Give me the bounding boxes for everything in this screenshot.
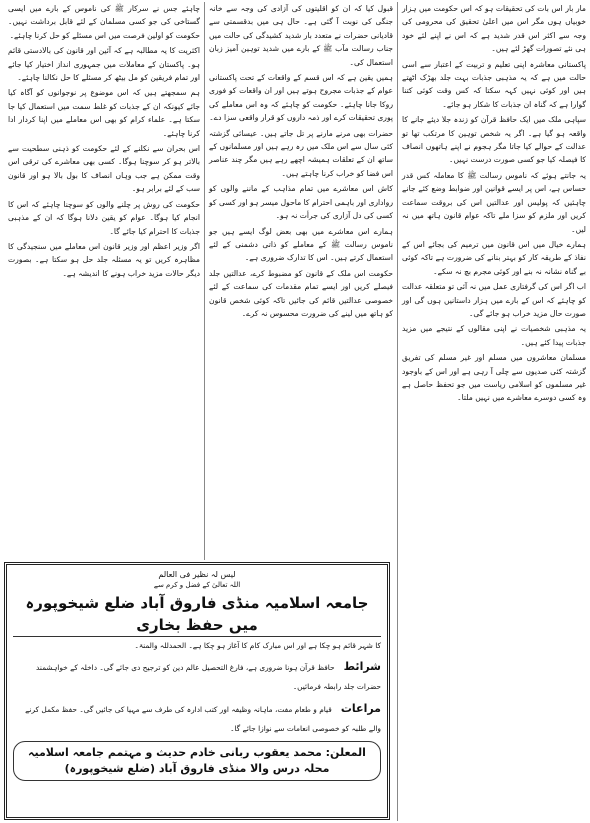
ad-announcer: المعلن: محمد یعقوب ربانی خادم حدیث و مہتمم جامعہ اسلامیہ محلہ درس والا منڈی فاروق آباد (ضلع شیخوپورہ): [13, 741, 381, 781]
paragraph: اب اگر اس کی گرفتاری عمل میں نہ آئی تو متعلقہ عدالت کو چاہئے کہ اس کے بارے میں ہزار داستانیں ہوں گی اور صورت حال مزید خراب ہو جائے گی۔: [402, 282, 586, 318]
paragraph: کاش اس معاشرے میں تمام مذاہب کے ماننے والوں کو رواداری اور باہمی احترام کا ماحول میسر ہو اور کسی کو کسی کی دل آزاری کی جرأت نہ ہو۔: [209, 184, 393, 221]
paragraph: مار بار اس بات کی تحقیقات ہو کہ اس حکومت میں ہزار خوبیاں ہوں مگر اس میں اعلیٰ تحقیق کی محرومی کی وجہ سے اکثر اس قدر شدید ہے کہ اس نے اپنے لئے خود ہی نئے تصورات گھڑ لئے ہیں۔: [402, 4, 586, 54]
paragraph: یہ مذہبی شخصیات نے اپنی مقالوں کے نتیجے میں مزید جذبات پیدا کئے ہیں۔: [402, 324, 586, 347]
paragraph: سپاہی ملک میں ایک حافظ قرآن کو زندہ جلا دیئے جانے کا واقعہ ہو گیا ہے۔ اگر یہ شخص توہین کا مرتکب تھا تو عدالت کے حوالے کیا جاتا مگر ہجوم نے اپنے ہاتھوں انصاف کا فیصلہ کیا جو کسی صورت درست نہیں۔: [402, 115, 586, 165]
paragraph: ہم سمجھتے ہیں کہ اس موضوع پر نوجوانوں کو آگاہ کیا جائے کیونکہ ان کے جذبات کو غلط سمت میں استعمال کیا جا سکتا ہے۔ علماء کرام کو بھی اس معاملے میں اپنا کردار ادا کرنا چاہئے۔: [8, 88, 200, 138]
paragraph: اکثریت کا یہ مطالبہ ہے کہ آئین اور قانون کی بالادستی قائم ہو۔ پاکستان کے معاملات میں جمہوری انداز اختیار کیا جائے اور تمام فریقین کو مل بیٹھ کر مسئلے کا حل نکالنا چاہئے۔: [8, 46, 200, 83]
paragraph: حضرات بھی مرنے مارنے پر تل جاتے ہیں۔ عیسائی گزشتہ کئی سال سے اس ملک میں رہ رہے ہیں اور مسلمانوں کے ساتھ ان کے تعلقات ہمیشہ اچھے رہے ہیں مگر چند عناصر اس فضا کو خراب کرنا چاہتے ہیں۔: [209, 128, 393, 178]
paragraph: یہ جانتے ہوئے کہ ناموس رسالت ﷺ کا معاملہ کس قدر حساس ہے، اس پر ایسے قوانین اور ضوابط وضع کئے جانے چاہئیں کہ پولیس اور عدالتیں اس کی بروقت سماعت کریں اور ملزم کو سزا ملے تاکہ عوام قانون ہاتھ میں نہ لیں۔: [402, 170, 586, 234]
ad-benefits-text: قیام و طعام مفت، ماہانہ وظیفہ اور کتب ادارہ کی طرف سے مہیا کی جائیں گی۔ حفظ مکمل کرنے والے طلبہ کو خصوصی انعامات سے نوازا جائے گا۔: [25, 704, 381, 733]
paragraph: چاہئے جس نے سرکار ﷺ کی ناموس کے بارے میں ایسی گستاخی کی جو کسی مسلمان کے لئے قابل برداشت نہیں۔ حکومت کو اولین فرصت میں اس مسئلے کو حل کرنا چاہئے۔: [8, 4, 200, 40]
paragraph: پاکستانی معاشرہ اپنی تعلیم و تربیت کے اعتبار سے اسی حالت میں ہے کہ یہ مذہبی جذبات بہت جلد بھڑک اٹھتے ہیں اور کوئی نہیں کہہ سکتا کہ کس وقت کوئی کتنا گوارا ہے کہ گناہ ان جذبات کا شکار ہو جائے۔: [402, 59, 586, 109]
paragraph: قبول کیا کہ ان کو اقلیتوں کی آزادی کی وجہ سے خانہ جنگی کی نوبت آ گئی ہے۔ حال ہی میں بدقسمتی سے قادیانی حضرات نے متعدد بار شدید کشیدگی کی حالت میں جناب رسالت مآب ﷺ کے بارے میں شدید توہین آمیز زبان استعمال کی۔: [209, 4, 393, 67]
column-left: [8, 2, 200, 560]
paragraph: اگر وزیر اعظم اور وزیر قانون اس معاملے میں سنجیدگی کا مظاہرہ کریں تو یہ مسئلہ جلد حل ہو سکتا ہے۔ بصورت دیگر حالات مزید خراب ہونے کا اندیشہ ہے۔: [8, 241, 200, 278]
ad-sub-line: اللہ تعالیٰ کے فضل و کرم سے: [153, 581, 241, 589]
ad-benefits: [13, 697, 381, 735]
ad-title: جامعہ اسلامیہ منڈی فاروق آباد ضلع شیخوپورہ میں حفظ بخاری: [13, 592, 381, 637]
ad-top-line: لیس لہ نظیر فی العالم: [158, 570, 236, 579]
paragraph: ہمیں یقین ہے کہ اس قسم کے واقعات کے تحت پاکستانی عوام کے جذبات مجروح ہوتے ہیں اور ان واقعات کو فوری روکا جانا چاہئے۔ حکومت کو چاہئے کہ وہ اس معاملے کی پوری تحقیقات کرے اور ذمہ داروں کو قرار واقعی سزا دے۔: [209, 73, 393, 123]
ad-intro: کا شہر قائم ہو چکا ہے اور اس مبارک کام کا آغاز ہو چکا ہے۔ الحمدللہ والمنۃ۔: [134, 641, 381, 650]
paragraph: حکومت کی روش پر چلنے والوں کو سوچنا چاہئے کہ اس کا انجام کیا ہوگا۔ عوام کو یقین دلانا ہوگا کہ ان کے مذہبی جذبات کا احترام کیا جائے گا۔: [8, 199, 200, 236]
paragraph: مسلمان معاشروں میں مسلم اور غیر مسلم کی تفریق گزشتہ کئی صدیوں سے چلی آ رہی ہے اور اس کے باوجود غیر مسلموں کو اسلامی ریاست میں جو تحفظ حاصل ہے وہ کسی دوسرے معاشرے میں نہیں ملتا۔: [402, 353, 586, 403]
column-right: [397, 2, 586, 821]
paragraph: حکومت اس ملک کے قانون کو مضبوط کرے، عدالتیں جلد فیصلے کریں اور ایسے تمام مقدمات کی سماعت کے لئے خصوصی عدالتیں قائم کی جائیں تاکہ کوئی شخص قانون کو ہاتھ میں لینے کی ضرورت محسوس نہ کرے۔: [209, 268, 393, 318]
ad-conditions: [13, 655, 381, 693]
ad-benefits-label: مراعات: [340, 701, 381, 715]
paragraph: اس بحران سے نکلنے کے لئے حکومت کو ذہنی سطحیت سے بالاتر ہو کر سوچنا ہوگا۔ کسی بھی معاشرے کی ترقی اس وقت ممکن ہے جب وہاں انصاف کا بول بالا ہو اور قانون سب کے لئے برابر ہو۔: [8, 144, 200, 194]
paragraph: ہمارے اس معاشرے میں بھی بعض لوگ ایسے ہیں جو ناموس رسالت ﷺ کے معاملے کو ذاتی دشمنی کے لئے استعمال کرتے ہیں۔ اس کا تدارک ضروری ہے۔: [209, 226, 393, 263]
paragraph: ہمارے خیال میں اس قانون میں ترمیم کی بجائے اس کے نفاذ کے طریقہ کار کو بہتر بنانے کی ضرورت ہے تاکہ کوئی بے گناہ نشانہ نہ بنے اور کوئی مجرم بچ نہ سکے۔: [402, 239, 586, 276]
ad-conditions-label: شرائط: [343, 660, 381, 674]
newspaper-page: [4, 2, 586, 821]
ad-conditions-text: حافظ قرآن ہونا ضروری ہے، فارغ التحصیل عالم دین کو ترجیح دی جائے گی۔ داخلہ کے خواہشمند حضرات جلد رابطہ فرمائیں۔: [36, 663, 381, 692]
advertisement-box: [4, 562, 390, 820]
column-middle: [204, 2, 393, 560]
